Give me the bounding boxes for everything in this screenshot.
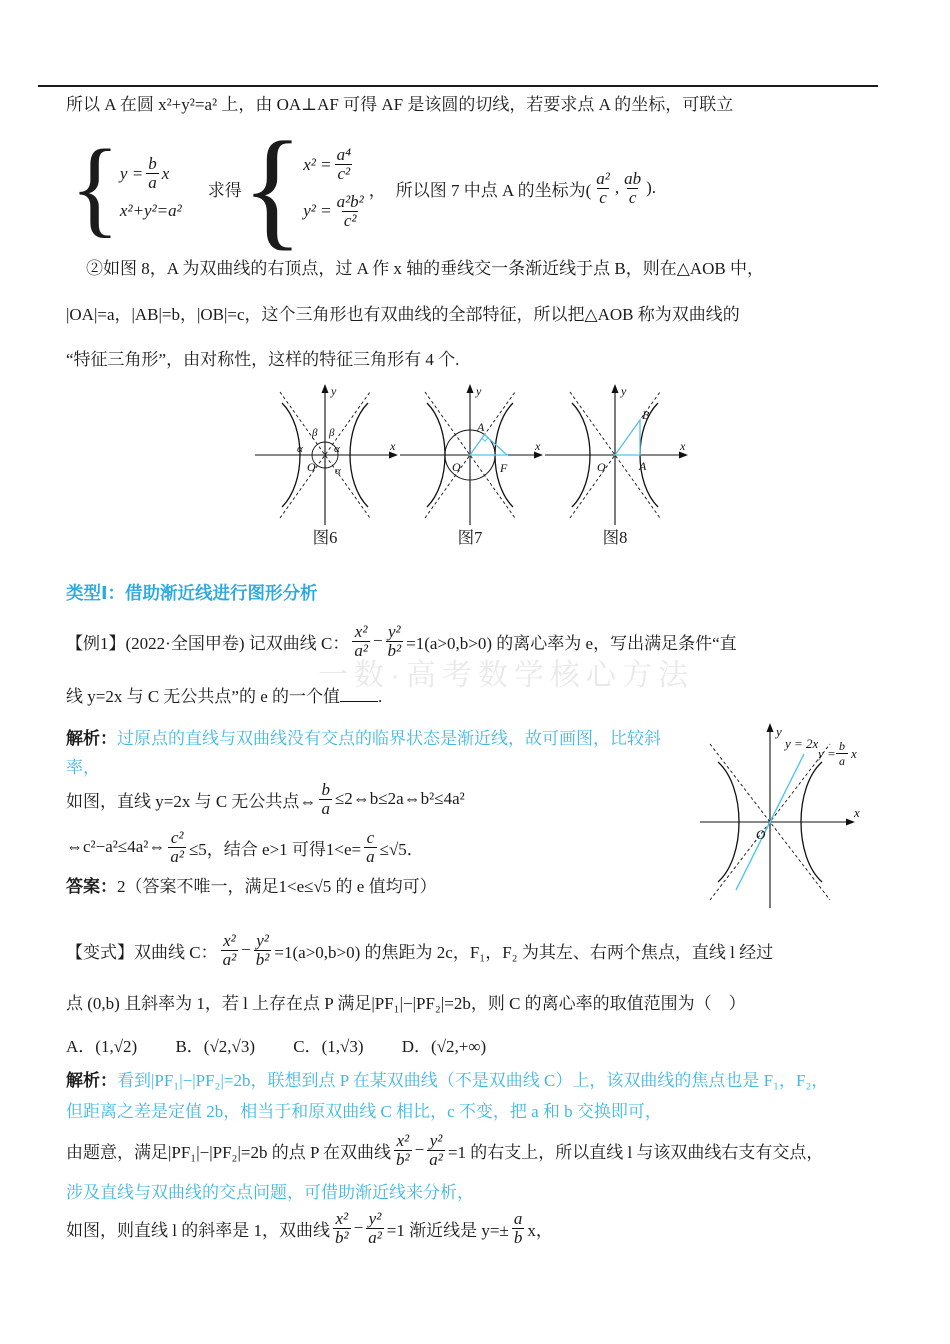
system-right-column [303, 146, 369, 229]
frac-den: c² [337, 164, 351, 184]
variant-line1 [66, 922, 773, 978]
frac-y2-b2 [254, 932, 272, 969]
system-left-row1 [120, 155, 182, 192]
frac-den: c [599, 187, 607, 207]
paragraph-2-line1: ②如图 8，A 为双曲线的右顶点，过 A 作 x 轴的垂线交一条渐近线于点 B，则在△AOB 中， [86, 259, 764, 278]
frac-num: a⁴ [336, 145, 351, 165]
paragraph-2-line3: “特征三角形”，由对称性，这样的特征三角形有 4 个. [66, 350, 460, 369]
example1-line2-text: 线 y=2x 与 C 无公共点”的 e 的一个值 [66, 687, 341, 706]
analysis2-line3 [66, 1124, 823, 1176]
choice-D-label: D． [401, 1037, 432, 1056]
triangle-OAF [470, 435, 507, 455]
choice-B-label: B． [175, 1037, 204, 1056]
choice-C-value: (1,√3) [321, 1037, 364, 1056]
eq-tail-pre: 所以图 7 中点 A 的坐标为( [395, 180, 592, 200]
system-left-column [120, 155, 182, 221]
right-angle-mark [482, 438, 488, 442]
point-A-label: A [477, 420, 485, 434]
figure-8-characteristic-triangle [540, 380, 690, 530]
choice-C-label: C． [293, 1037, 322, 1056]
frac-x2-a2 [352, 623, 370, 660]
frac-x2-a2 [221, 932, 239, 969]
frac-y2-b2 [386, 623, 404, 660]
figure-8-caption: 图8 [602, 528, 628, 547]
frac-a2b2-c2 [335, 193, 366, 230]
frac-num: ab [624, 168, 642, 188]
choice-B-value: (√2,√3) [203, 1037, 256, 1056]
frac-den: c² [343, 210, 357, 230]
left-brace: { [70, 127, 120, 248]
origin-label: O [597, 460, 606, 474]
frac-num: x² [223, 930, 236, 950]
figure-7-hyperbola-circle [395, 380, 545, 530]
asymptote-label-post: x [851, 746, 857, 761]
right-brace: { [241, 114, 304, 262]
alpha-label-left: α [297, 443, 303, 455]
frac-den: a² [354, 640, 368, 660]
frac-num: c [366, 827, 375, 847]
minus-sign: − [414, 1140, 425, 1159]
origin-label: O [307, 460, 316, 474]
y-axis-arrow [767, 723, 774, 732]
frac-num: x² [396, 1130, 410, 1150]
eq-left-r1-post: x [161, 163, 170, 183]
point-A-label: A [639, 459, 647, 473]
frac-den: a [321, 798, 330, 818]
frac-y2-a2 [427, 1132, 445, 1169]
frac-den: a² [368, 1227, 382, 1247]
minus-sign: − [353, 1218, 364, 1237]
analysis2-l5-end: x， [527, 1220, 553, 1240]
analysis1-l3-pre: 如图，直线 y=2x 与 C 无公共点⇔ [66, 791, 317, 811]
analysis2-l5-mid: =1 渐近线是 y=± [386, 1220, 509, 1240]
analysis2-l3-post: =1 的右支上，所以直线 l 与该双曲线右支有交点， [447, 1142, 824, 1162]
frac-num: b [148, 154, 157, 174]
origin-label: O [452, 460, 461, 474]
eq-right-r2-pre: y² = [303, 201, 332, 221]
analysis2-l3-pre: 由题意，满足|PF₁|−|PF₂|=2b 的点 P 在双曲线 [66, 1142, 392, 1162]
frac-num: b [321, 779, 330, 799]
variant-line2: 点 (0,b) 且斜率为 1，若 l 上存在点 P 满足|PF₁|−|PF₂|=2b，则 C 的离心率的取值范围为（ ） [66, 994, 746, 1013]
analysis2-line4: 涉及直线与双曲线的交点问题，可借助渐近线来分析， [66, 1183, 474, 1202]
y-axis-label: y [476, 384, 482, 398]
x-axis-label: x [390, 439, 396, 453]
eq-tail-sep: , [614, 178, 620, 197]
analysis1-l3-post: ≤2⇔b≤2a⇔b²≤4a² [334, 789, 465, 808]
eq-left-r1-pre: y = [119, 163, 144, 183]
choice-C [293, 1037, 363, 1056]
figure-7-caption: 图7 [457, 528, 483, 547]
frac-den: c [628, 187, 637, 207]
system-left-row2: x²+y²=a² [119, 200, 182, 220]
choice-A-label: A． [66, 1037, 96, 1056]
analysis2-l5-pre: 如图，则直线 l 的斜率是 1，双曲线 [66, 1220, 330, 1240]
example1-line1 [66, 616, 737, 666]
example1-lead: 【例1】(2022·全国甲卷) 记双曲线 C： [66, 633, 350, 653]
system-right-row2 [303, 193, 369, 230]
point-F-label: F [500, 461, 508, 475]
frac-num: y² [368, 1208, 382, 1228]
origin-label: O [756, 827, 766, 842]
analysis1-cyan1: 过原点的直线与双曲线没有交点的临界状态是渐近线，故可画图，比较斜 [117, 729, 661, 748]
example1-diagram [690, 712, 910, 912]
y-axis-arrow [612, 384, 619, 393]
alpha-label-right: α [334, 443, 340, 455]
frac-num: y² [256, 930, 269, 950]
watermark-text: 一数·高考数学核心方法 [318, 659, 694, 692]
frac-den: b [513, 1227, 523, 1247]
point-B-label: B [642, 408, 650, 422]
eq-mid-text: 求得 [207, 180, 242, 200]
analysis-label: 解析： [66, 1071, 117, 1090]
x-axis-label: x [535, 439, 541, 453]
answer-blank [340, 687, 378, 702]
choice-A-value: (1,√2) [95, 1037, 138, 1056]
paragraph-1: 所以 A 在圆 x²+y²=a² 上，由 OA⊥AF 可得 AF 是该圆的切线，若要求点 A 的坐标，可联立 [66, 95, 734, 114]
triangle-OAB [615, 420, 640, 455]
analysis2-cyan1: 看到|PF₁|−|PF₂|=2b，联想到点 P 在某双曲线（不是双曲线 C）上，该双曲线的焦点也是 F₁，F₂， [117, 1071, 829, 1090]
minus-sign: − [372, 631, 383, 650]
frac-a-b [512, 1210, 525, 1247]
beta-label-right: β [329, 427, 335, 439]
analysis1-l4-end: ≤√5． [379, 839, 424, 859]
frac-x2-b2 [333, 1210, 351, 1247]
system-right-row1 [303, 146, 369, 183]
analysis1-line4 [66, 822, 424, 872]
analysis-label: 解析： [66, 729, 117, 748]
eq-tail-end: ). [646, 178, 657, 197]
top-divider [38, 85, 878, 87]
paragraph-2-line2: |OA|=a，|AB|=b，|OB|=c，这个三角形也有双曲线的全部特征，所以把△AOB 称为双曲线的 [66, 305, 740, 324]
asymptote-label-pre: y = [818, 746, 836, 761]
equation-system [70, 114, 657, 262]
frac-den: a² [429, 1149, 443, 1169]
example1-line2-end: . [378, 687, 383, 706]
analysis1-line3 [66, 776, 465, 822]
figure-6-caption: 图6 [312, 528, 338, 547]
x-axis-label: x [680, 439, 686, 453]
example1-mid: =1(a>0,b>0) 的离心率为 e，写出满足条件“直 [406, 633, 737, 653]
frac-den: a [366, 846, 375, 866]
frac-num: a [513, 1208, 523, 1228]
analysis2-line5 [66, 1202, 553, 1254]
y-axis-label: y [776, 724, 782, 739]
analysis1-l4-pre: ⇔c²−a²≤4a²⇔ [66, 837, 166, 856]
frac-num: y² [429, 1130, 443, 1150]
y2x-label: y = 2x [785, 736, 819, 751]
choice-D-value: (√2,+∞) [431, 1037, 487, 1056]
frac-den: b² [396, 1149, 410, 1169]
minus-sign: − [241, 940, 251, 959]
frac-den: b² [334, 1227, 349, 1247]
frac-y2-a2 [366, 1210, 384, 1247]
alpha-label-below: α [335, 465, 341, 477]
answer-line [66, 876, 437, 898]
frac-b-a [146, 155, 159, 192]
frac-den: a [148, 173, 157, 192]
frac-num: a² [596, 168, 610, 188]
eq-comma: ， [368, 180, 386, 200]
answer-label: 答案： [66, 877, 117, 896]
analysis2-line1 [66, 1070, 828, 1092]
analysis1-l4-mid: ≤5，结合 e>1 可得1<e= [188, 839, 362, 859]
frac-a4-c2 [335, 146, 353, 183]
frac-b-a [319, 781, 332, 818]
frac-num: c² [170, 827, 184, 847]
frac-den: a² [222, 949, 237, 969]
choice-D [402, 1037, 486, 1056]
y-axis-arrow [467, 384, 474, 393]
figure-6-hyperbola-angles [250, 380, 400, 530]
eq-right-r1-pre: x² = [303, 154, 332, 174]
frac-a2-c [594, 170, 612, 207]
choice-B [175, 1037, 255, 1056]
analysis2-line2: 但距离之差是定值 2b，相当于和原双曲线 C 相比，c 不变，把 a 和 b 交换即可， [66, 1102, 662, 1121]
x-axis-label: x [854, 805, 860, 820]
y-axis-label: y [331, 384, 337, 398]
variant-mid: =1(a>0,b>0) 的焦距为 2c，F₁，F₂ 为其左、右两个焦点，直线 l 经过 [274, 942, 774, 962]
section-heading: 类型Ⅰ：借助渐近线进行图形分析 [66, 583, 318, 603]
answer-text: 2（答案不唯一，满足1<e≤√5 的 e 值均可） [117, 877, 437, 896]
frac-x2-b2 [394, 1132, 412, 1169]
variant-choices [66, 1036, 486, 1058]
frac-c-a [364, 829, 377, 866]
frac-den: a² [170, 846, 184, 866]
beta-label-left: β [312, 427, 318, 439]
frac-num: a²b² [336, 192, 364, 211]
frac-den: b² [255, 949, 270, 969]
variant-lead: 【变式】双曲线 C： [66, 942, 218, 962]
analysis1-line2: 率， [66, 758, 100, 777]
choice-A [66, 1037, 137, 1056]
example1-line2 [66, 686, 382, 708]
y-axis-label: y [621, 384, 627, 398]
frac-den: b² [387, 640, 402, 660]
y-axis-arrow [322, 384, 329, 393]
frac-num: y² [388, 621, 401, 641]
frac-num: x² [335, 1208, 349, 1228]
analysis1-line1 [66, 728, 661, 750]
asymptote-label-frac-num: b [839, 739, 845, 753]
frac-c2-a2 [168, 829, 186, 866]
frac-ab-c [622, 170, 643, 207]
frac-num: x² [354, 621, 368, 641]
asymptote-label-frac-den: a [839, 754, 845, 768]
